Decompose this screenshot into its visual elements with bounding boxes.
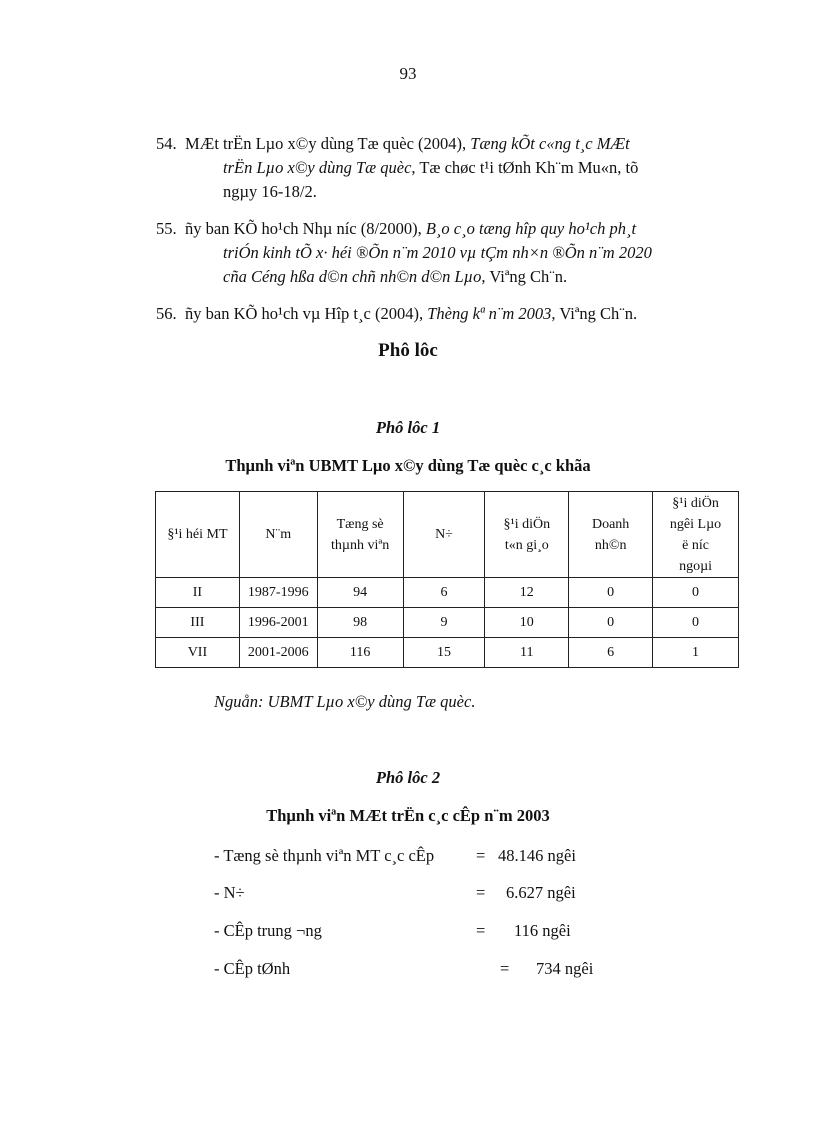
reference-text: ngµy 16-18/2. <box>223 182 317 201</box>
table-cell: 10 <box>485 608 569 638</box>
table-cell: 1 <box>653 638 739 668</box>
reference-title: Thèng kª n¨m 2003 <box>427 304 552 323</box>
page-number: 93 <box>399 64 417 83</box>
stat-label: - N÷ <box>214 883 245 902</box>
stat-equals: = <box>476 883 486 902</box>
reference-title: cña Céng hßa d©n chñ nh©n d©n Lµo <box>223 267 482 286</box>
reference-number: 54. <box>156 134 177 153</box>
table-cell: 0 <box>653 608 739 638</box>
stat-label: - Tæng sè thµnh viªn MT c¸c cÊp <box>214 846 435 865</box>
table-cell: 0 <box>653 578 739 608</box>
reference-text: , Tæ chøc t¹i tØnh Kh¨m Mu«n, tõ <box>411 158 639 177</box>
stat-label: - CÊp trung ¬ng <box>214 921 322 940</box>
column-header: N÷ <box>403 492 485 578</box>
table-cell: 94 <box>317 578 403 608</box>
reference-text: MÆt trËn Lµo x©y dùng Tæ quèc (2004), <box>185 134 471 153</box>
table-source-note: Nguån: UBMT Lµo x©y dùng Tæ quèc. <box>214 692 476 711</box>
table-row <box>156 578 739 608</box>
stat-line <box>214 846 576 866</box>
reference-55 <box>156 217 740 289</box>
table-cell: II <box>156 578 240 608</box>
stat-value: 116 ngêi <box>514 921 571 940</box>
table-header-row <box>156 492 739 578</box>
reference-text: , Viªng Ch¨n. <box>481 267 568 286</box>
table-cell: 98 <box>317 608 403 638</box>
column-header: §¹i diÖn t«n gi¸o <box>485 492 569 578</box>
appendix-heading: Phô lôc <box>378 340 438 361</box>
stat-equals: = <box>500 959 510 978</box>
reference-number: 56. <box>156 304 177 323</box>
reference-text: ñy ban KÕ ho¹ch vµ Hîp t¸c (2004), <box>185 304 428 323</box>
appendix-1-label: Phô lôc 1 <box>375 418 441 437</box>
reference-title: trËn Lµo x©y dùng Tæ quèc <box>223 158 412 177</box>
table-cell: 1987-1996 <box>239 578 317 608</box>
stat-label: - CÊp tØnh <box>214 959 291 978</box>
table-cell: 11 <box>485 638 569 668</box>
appendix-1-title: Thµnh viªn UBMT Lµo x©y dùng Tæ quèc c¸c khãa <box>225 456 591 475</box>
members-table <box>155 491 739 668</box>
table-cell: 0 <box>569 578 653 608</box>
stat-value: 48.146 ngêi <box>498 846 576 865</box>
table-row <box>156 638 739 668</box>
stat-equals: = <box>476 846 486 865</box>
column-header: N¨m <box>239 492 317 578</box>
table-cell: VII <box>156 638 240 668</box>
column-header: §¹i diÖn ngêi Lµo ë níc ngoµi <box>653 492 739 578</box>
table-cell: III <box>156 608 240 638</box>
reference-54 <box>156 132 740 204</box>
table-cell: 6 <box>403 578 485 608</box>
column-header: §¹i héi MT <box>156 492 240 578</box>
appendix-2-title: Thµnh viªn MÆt trËn c¸c cÊp n¨m 2003 <box>266 806 550 825</box>
column-header: Doanh nh©n <box>569 492 653 578</box>
table-cell: 9 <box>403 608 485 638</box>
stat-line <box>214 921 571 941</box>
reference-text: , Viªng Ch¨n. <box>551 304 638 323</box>
table-cell: 15 <box>403 638 485 668</box>
table-row <box>156 608 739 638</box>
table-cell: 2001-2006 <box>239 638 317 668</box>
stat-value: 734 ngêi <box>536 959 594 978</box>
reference-number: 55. <box>156 219 177 238</box>
table-cell: 12 <box>485 578 569 608</box>
table-cell: 6 <box>569 638 653 668</box>
stat-line <box>214 883 576 903</box>
reference-title: Tæng kÕt c«ng t¸c MÆt <box>470 134 630 153</box>
table-cell: 1996-2001 <box>239 608 317 638</box>
table-cell: 116 <box>317 638 403 668</box>
table-cell: 0 <box>569 608 653 638</box>
reference-text: ñy ban KÕ ho¹ch Nhµ níc (8/2000), <box>185 219 426 238</box>
appendix-2-label: Phô lôc 2 <box>375 768 441 787</box>
stat-value: 6.627 ngêi <box>506 883 576 902</box>
stat-equals: = <box>476 921 486 940</box>
reference-title: B¸o c¸o tæng hîp quy ho¹ch ph¸t <box>425 219 637 238</box>
reference-56 <box>156 302 740 326</box>
stat-line <box>214 959 593 979</box>
column-header: Tæng sè thµnh viªn <box>317 492 403 578</box>
reference-title: triÓn kinh tÕ x· héi ®Õn n¨m 2010 vµ tÇm nh×n ®Õn n¨m 2020 <box>223 243 652 262</box>
